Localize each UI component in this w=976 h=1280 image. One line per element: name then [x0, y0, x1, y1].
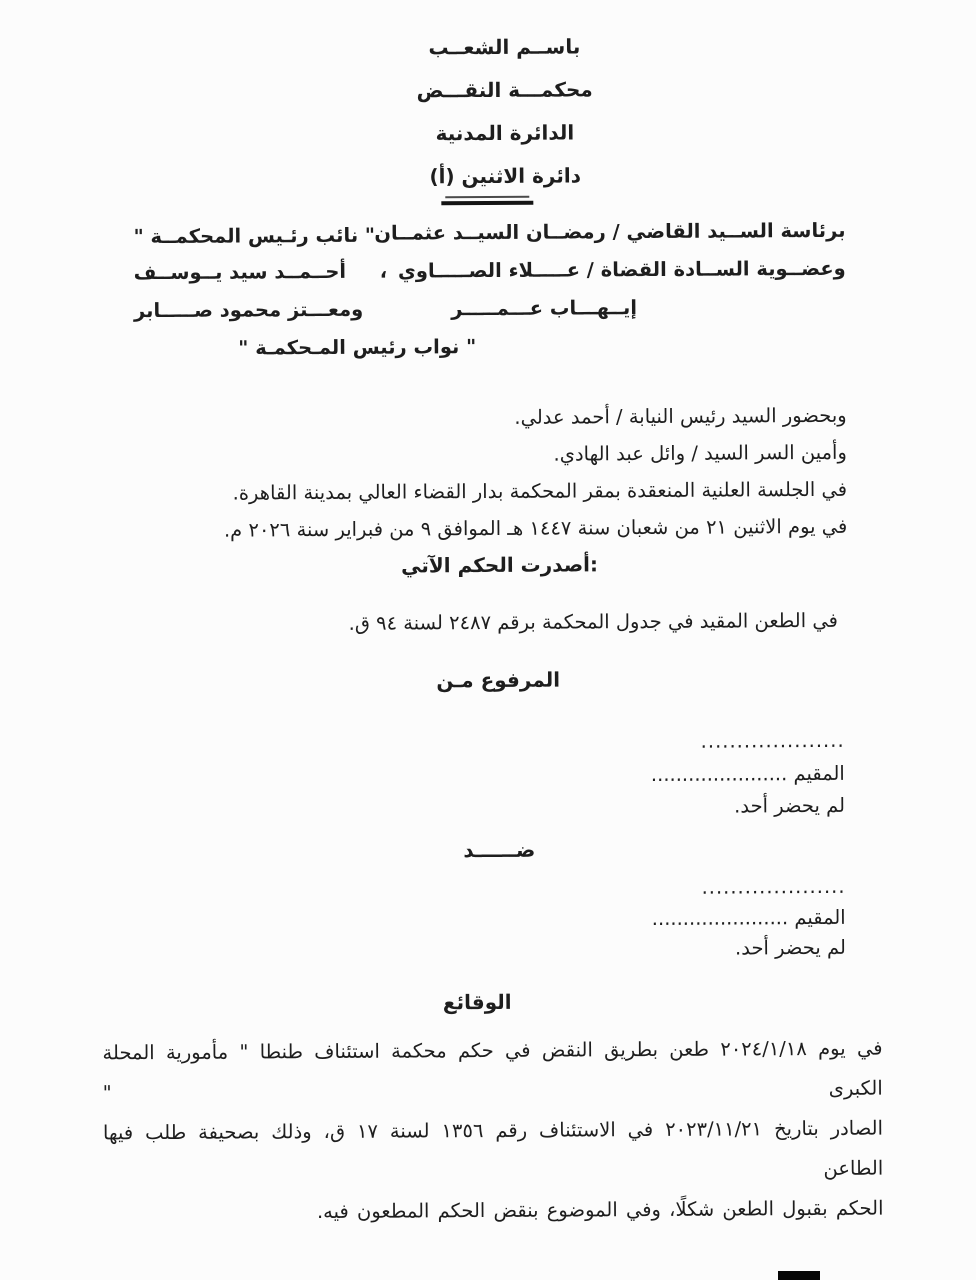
court-name-line: محكمـــة النقـــض [416, 77, 593, 103]
scan-artifact-bar [778, 1271, 820, 1280]
appellant-residence-line: المقيم ...................... [650, 761, 845, 787]
bench-panel [127, 215, 846, 371]
facts-line-2: الصادر بتاريخ ٢٠٢٣/١١/٢١ في الاستئناف رقم ١٣٥٦ لسنة ١٧ ق، وذلك بصحيفة طلب فيها الطاعن [102, 1116, 884, 1180]
divider-thick-line [441, 201, 533, 206]
presiding-judge-title: " نائب رئـيس المحكمــة " [133, 223, 376, 249]
facts-line-1: في يوم ٢٠٢٤/١/١٨ طعن بطريق النقض في حكم محكمة استئناف طنطا " مأمورية المحلة الكبرى " [102, 1036, 883, 1105]
session-place-line: في الجلسة العلنية المنعقدة بمقر المحكمة بدار القضاء العالي بمدينة القاهرة. [232, 477, 848, 505]
respondent-absence-line: لم يحضر أحد. [734, 935, 846, 960]
members-separator-comma: ، [379, 259, 388, 283]
raised-by-heading: المرفوع مـن [436, 667, 561, 693]
respondent-name-dots: .................... [701, 874, 846, 899]
presiding-judge-line: برئاسة الســيد القاضي / رمضــان السيــد عثمــان [374, 218, 846, 245]
respondent-residence-line: المقيم ...................... [651, 905, 846, 931]
divider-thin-line [445, 196, 529, 199]
issued-judgment-statement: أصدرت الحكم الآتي: [401, 552, 599, 578]
appellant-absence-line: لم يحضر أحد. [734, 793, 846, 818]
facts-heading: الوقائع [442, 989, 512, 1015]
secretary-line: وأمين السر السيد / وائل عبد الهادي. [553, 440, 847, 466]
member-judge-3: إيــهـــاب عـــمـــــر [451, 296, 638, 321]
appellant-name-dots: .................... [700, 728, 845, 753]
in-name-of-people-line: باســم الشعــب [428, 34, 581, 60]
member-judge-4: ومعـــتز محمود صـــــابر [133, 297, 364, 323]
registry-line: في الطعن المقيد في جدول المحكمة برقم ٢٤٨٧ لسنة ٩٤ ق. [348, 608, 838, 635]
weekday-circuit-line: دائرة الاثنين (أ) [429, 163, 582, 189]
session-date-line: في يوم الاثنين ٢١ من شعبان سنة ١٤٤٧ هـ الموافق ٩ من فبراير سنة ٢٠٢٦ م. [223, 514, 848, 542]
civil-circuit-line: الدائرة المدنية [435, 120, 575, 146]
prosecutor-line: وبحضور السيد رئيس النيابة / أحمد عدلي. [514, 403, 847, 429]
attendance-block [99, 397, 848, 550]
facts-paragraph [102, 1029, 883, 1234]
document-header [16, 0, 976, 201]
versus-heading: ضــــــد [463, 837, 536, 863]
facts-line-3: الحكم بقبول الطعن شكلًا، وفي الموضوع بنقض الحكم المطعون فيه. [316, 1196, 884, 1224]
members-title: " نواب رئيس المـحكمـة " [238, 335, 477, 360]
member-judge-2: أحــمــد سيد يــوســف [133, 259, 347, 285]
members-line: وعضــوية الســادة القضاة / عـــــلاء الصـــــاوي [397, 256, 846, 283]
